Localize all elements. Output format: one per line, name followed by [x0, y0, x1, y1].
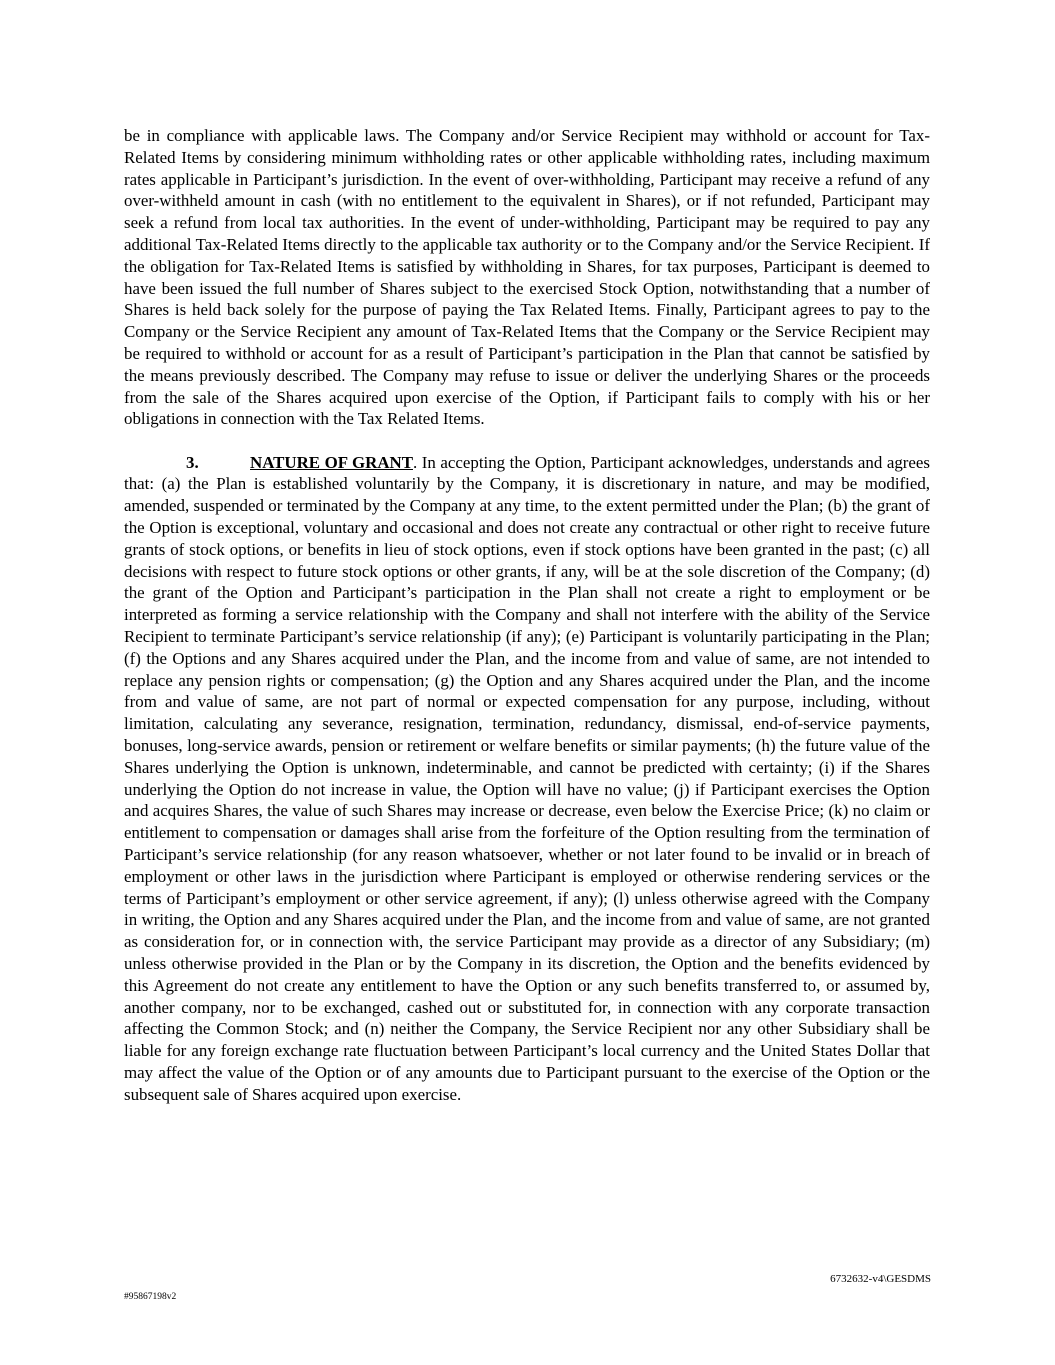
section-title: NATURE OF GRANT [250, 452, 413, 472]
section-3-text: In accepting the Option, Participant acknowledges, understands and agrees that: (a) the Plan is established voluntarily by the Company, it is discretionary in nature, and may be modified, amended, suspended or terminated by the Company at any time, to the extent permitted under the Plan; (b) the grant of the Option is exceptional, voluntary and occasional and does not create any contractual or other right to receive future grants of stock options, or benefits in lieu of stock options, even if stock options have been granted in the past; (c) all decisions with respect to future stock options or other grants, if any, will be at the sole discretion of the Company; (d) the grant of the Option and Participant’s participation in the Plan shall not create a right to employment or be interpreted as forming a service relationship with the Company and shall not interfere with the ability of the Service Recipient to terminate Participant’s service relationship (if any); (e) Participant is voluntarily participating in the Plan; (f) the Options and any Shares acquired under the Plan, and the income from and value of same, are not intended to replace any pension rights or compensation; (g) the Option and any Shares acquired under the Plan, and the income from and value of same, are not part of normal or expected compensation for any purpose, including, without limitation, calculating any severance, resignation, termination, redundancy, dismissal, end-of-service payments, bonuses, long-service awards, pension or retirement or welfare benefits or similar payments; (h) the future value of the Shares underlying the Option is unknown, indeterminable, and cannot be predicted with certainty; (i) if the Shares underlying the Option do not increase in value, the Option will have no value; (j) if Participant exercises the Option and acquires Shares, the value of such Shares may increase or decrease, even below the Exercise Price; (k) no claim or entitlement to compensation or damages shall arise from the forfeiture of the Option resulting from the termination of Participant’s service relationship (for any reason whatsoever, whether or not later found to be invalid or in breach of employment or other laws in the jurisdiction where Participant is employed or otherwise rendering services or the terms of Participant’s employment or other service agreement, if any); (l) unless otherwise agreed with the Company in writing, the Option and any Shares acquired under the Plan, and the income from and value of same, are not granted as consideration for, or in connection with, the service Participant may provide as a director of any Subsidiary; (m) unless otherwise provided in the Plan or by the Company in its discretion, the Option and the benefits evidenced by this Agreement do not create any entitlement to have the Option or any such benefits transferred to, or assumed by, another company, nor to be exchanged, cashed out or substituted for, in connection with any corporate transaction affecting the Common Stock; and (n) neither the Company, the Service Recipient nor any other Subsidiary shall be liable for any foreign exchange rate fluctuation between Participant’s local currency and the United States Dollar that may affect the value of the Option or of any amounts due to Participant pursuant to the exercise of the Option or the subsequent sale of Shares acquired upon exercise. [124, 452, 930, 1104]
document-body [124, 125, 930, 1106]
section-number: 3. [186, 452, 199, 472]
section-3-paragraph [124, 452, 930, 1106]
paragraph-continuation: be in compliance with applicable laws. The Company and/or Service Recipient may withhold or account for Tax-Related Items by considering minimum withholding rates or other applicable withholding rates, including maximum rates applicable in Participant’s jurisdiction. In the event of over-withholding, Participant may receive a refund of any over-withheld amount in cash (with no entitlement to the equivalent in Shares), or if not refunded, Participant may seek a refund from local tax authorities. In the event of under-withholding, Participant may be required to pay any additional Tax-Related Items directly to the applicable tax authority or to the Company and/or the Service Recipient. If the obligation for Tax-Related Items is satisfied by withholding in Shares, for tax purposes, Participant is deemed to have been issued the full number of Shares subject to the exercised Stock Option, notwithstanding that a number of Shares is held back solely for the purpose of paying the Tax Related Items. Finally, Participant agrees to pay to the Company or the Service Recipient any amount of Tax-Related Items that the Company or the Service Recipient may be required to withhold or account for as a result of Participant’s participation in the Plan that cannot be satisfied by the means previously described. The Company may refuse to issue or deliver the underlying Shares or the proceeds from the sale of the Shares acquired upon exercise of the Option, if Participant fails to comply with his or her obligations in connection with the Tax Related Items. [124, 126, 930, 429]
footer-doc-number: #95867198v2 [124, 1292, 177, 1302]
footer-doc-reference: 6732632-v4\GESDMS [830, 1273, 931, 1285]
section-title-period: . [413, 452, 418, 472]
